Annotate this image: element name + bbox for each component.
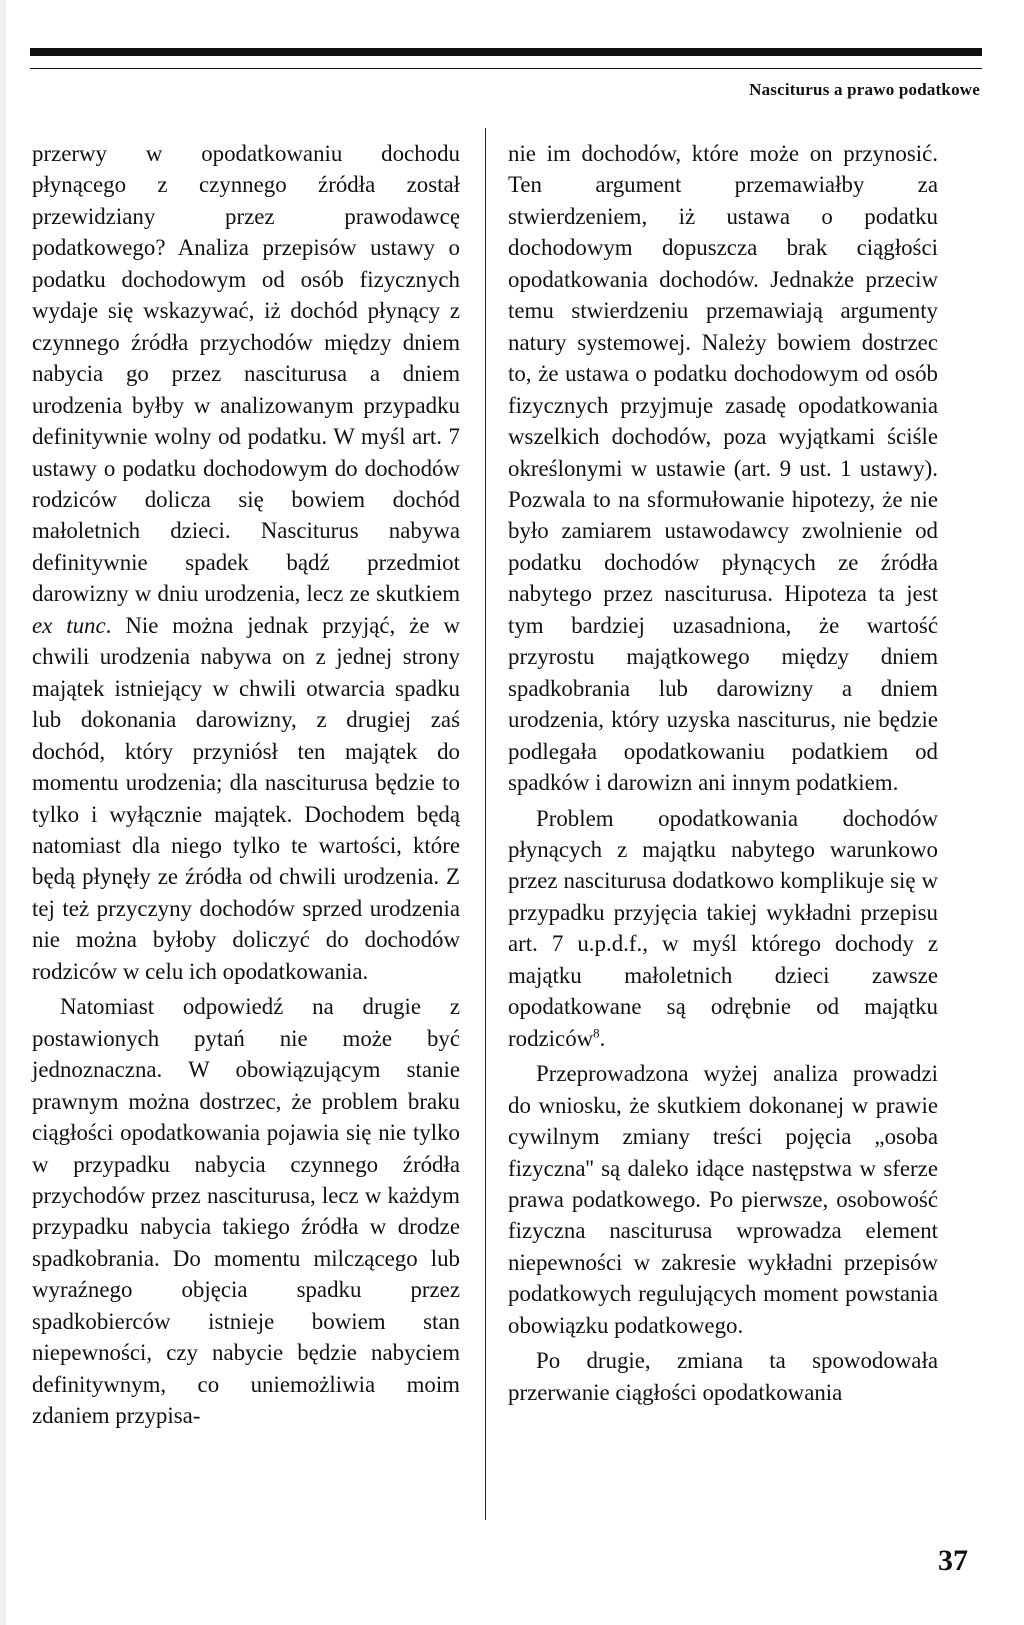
right-column bbox=[508, 138, 938, 1408]
column-divider bbox=[485, 128, 486, 1520]
footnote-marker: 8 bbox=[593, 1025, 600, 1041]
header-rule-thin bbox=[30, 68, 982, 69]
right-paragraph-3: Przeprowadzona wyżej analiza prowadzi do wniosku, że skutkiem dokonanej w prawie cywilnym zmiany treści pojęcia „osoba fizyczna'' są daleko idące następstwa w sferze prawa podatkowego. Po pierwsze, osobowość fizyczna nasciturusa wprowadza element niepewności w zakresie wykładni przepisów podatkowych regulujących moment powstania obowiązku podatkowego. bbox=[508, 1061, 938, 1338]
header-rule-thick bbox=[30, 48, 982, 56]
left-paragraph-1-text: przerwy w opodatkowaniu dochodu płynącego z czynnego źródła został przewidziany przez prawodawcę podatkowego? Analiza przepisów ustawy o podatku dochodowym od osób fizycznych wydaje się wskazywać, iż dochód płynący z czynnego źródła przychodów między dniem nabycia go przez nasciturusa a dniem urodzenia byłby w analizowanym przypadku definitywnie wolny od podatku. W myśl art. 7 ustawy o podatku dochodowym do dochodów rodziców dolicza się bowiem dochód małoletnich dzieci. Nasciturus nabywa definitywnie spadek bądź przedmiot darowizny w dniu urodzenia, lecz ze skutkiem bbox=[32, 141, 460, 607]
latin-phrase: ex tunc bbox=[32, 612, 106, 638]
running-title: Nasciturus a prawo podatkowe bbox=[749, 80, 980, 99]
right-paragraph-2 bbox=[508, 803, 938, 1055]
page-number: 37 bbox=[938, 1544, 968, 1577]
scan-edge bbox=[0, 0, 6, 1625]
left-column bbox=[32, 138, 460, 1432]
right-paragraph-2-end: . bbox=[599, 1025, 606, 1051]
left-paragraph-2: Natomiast odpowiedź na drugie z postawionych pytań nie może być jednoznaczna. W obowiązującym stanie prawnym można dostrzec, że problem braku ciągłości opodatkowania pojawia się nie tylko w przypadku nabycia czynnego źródła przychodów przez nasciturusa, lecz w każdym przypadku nabycia takiego źródła w drodze spadkobrania. Do momentu milczącego lub wyraźnego objęcia spadku przez spadkobierców istnieje bowiem stan niepewności, czy nabycie będzie nabyciem definitywnym, co uniemożliwia moim zdaniem przypisa- bbox=[32, 994, 460, 1429]
left-paragraph-1-end: . Nie można jednak przyjąć, że w chwili urodzenia nabywa on z jednej strony majątek istniejący w chwili otwarcia spadku lub dokonania darowizny, z drugiej zaś dochód, który przyniósł ten majątek do momentu urodzenia; dla nasciturusa będzie to tylko i wyłącznie majątek. Dochodem będą natomiast dla niego tylko te wartości, które będą płynęły ze źródła od chwili urodzenia. Z tej też przyczyny dochodów sprzed urodzenia nie można byłoby doliczyć do dochodów rodziców w celu ich opodatkowania. bbox=[32, 612, 460, 984]
right-paragraph-1: nie im dochodów, które może on przynosić. Ten argument przemawiałby za stwierdzeniem, iż ustawa o podatku dochodowym dopuszcza brak ciągłości opodatkowania dochodów. Jednakże przeciw temu stwierdzeniu przemawiają argumenty natury systemowej. Należy bowiem dostrzec to, że ustawa o podatku dochodowym od osób fizycznych przyjmuje zasadę opodatkowania wszelkich dochodów, poza wyjątkami ściśle określonymi w ustawie (art. 9 ust. 1 ustawy). Pozwala to na sformułowanie hipotezy, że nie było zamiarem ustawodawcy zwolnienie od podatku dochodów płynących ze źródła nabytego przez nasciturusa. Hipoteza ta jest tym bardziej uzasadniona, że wartość przyrostu majątkowego między dniem spadkobrania lub darowizny a dniem urodzenia, który uzyska nasciturus, nie będzie podlegała opodatkowaniu podatkiem od spadków i darowizn ani innym podatkiem. bbox=[508, 141, 938, 796]
right-paragraph-2-text: Problem opodatkowania dochodów płynących z majątku nabytego warunkowo przez nasciturusa dodatkowo komplikuje się w przypadku przyjęcia takiej wykładni przepisu art. 7 u.p.d.f., w myśl którego dochody z majątku małoletnich dzieci zawsze opodatkowane są odrębnie od majątku rodziców bbox=[508, 805, 938, 1051]
left-paragraph-1 bbox=[32, 138, 460, 987]
right-paragraph-4: Po drugie, zmiana ta spowodowała przerwanie ciągłości opodatkowania bbox=[508, 1348, 938, 1405]
